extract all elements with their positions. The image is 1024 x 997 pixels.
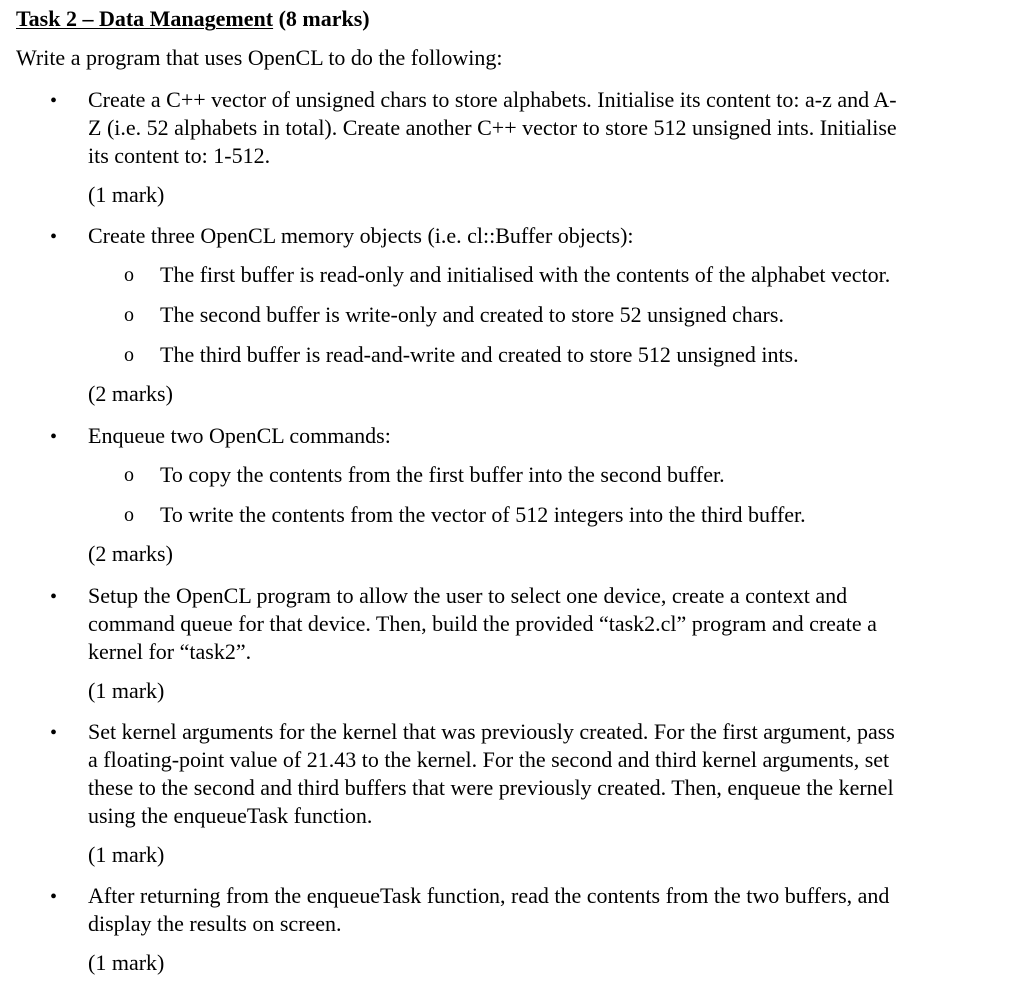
item-2-sub-3: The third buffer is read-and-write and created to store 512 unsigned ints.: [160, 342, 799, 367]
item-5-line-1: Set kernel arguments for the kernel that was previously created. For the first argument, pass: [88, 719, 895, 744]
task-title: Task 2 – Data Management: [16, 6, 274, 31]
sub-bullet-icon: o: [124, 464, 134, 486]
bullet-icon: •: [50, 586, 58, 608]
item-3-sub-1: To copy the contents from the first buffer into the second buffer.: [160, 462, 725, 487]
task-total-marks: (8 marks): [278, 6, 370, 31]
item-3-marks: (2 marks): [88, 541, 173, 566]
item-6-marks: (1 mark): [88, 950, 165, 975]
bullet-icon: •: [50, 226, 58, 248]
item-5-line-3: these to the second and third buffers that were previously created. Then, enqueue the kernel: [88, 775, 894, 800]
sub-bullet-icon: o: [124, 504, 134, 526]
item-1-line-3: its content to: 1-512.: [88, 143, 271, 168]
item-2-sub-1: The first buffer is read-only and initialised with the contents of the alphabet vector.: [160, 262, 891, 287]
item-4-marks: (1 mark): [88, 678, 165, 703]
item-4-line-3: kernel for “task2”.: [88, 639, 252, 664]
bullet-icon: •: [50, 722, 58, 744]
item-3-line-1: Enqueue two OpenCL commands:: [88, 423, 391, 448]
bullet-icon: •: [50, 426, 58, 448]
item-5-line-2: a floating-point value of 21.43 to the kernel. For the second and third kernel arguments, set: [88, 747, 890, 772]
item-6-line-1: After returning from the enqueueTask function, read the contents from the two buffers, and: [88, 883, 890, 908]
sub-bullet-icon: o: [124, 264, 134, 286]
sub-bullet-icon: o: [124, 344, 134, 366]
bullet-icon: •: [50, 886, 58, 908]
item-1-line-2: Z (i.e. 52 alphabets in total). Create another C++ vector to store 512 unsigned ints. Initialise: [88, 115, 897, 140]
item-3-sub-2: To write the contents from the vector of 512 integers into the third buffer.: [160, 502, 806, 527]
item-2-line-1: Create three OpenCL memory objects (i.e. cl::Buffer objects):: [88, 223, 634, 248]
item-5-line-4: using the enqueueTask function.: [88, 803, 373, 828]
sub-bullet-icon: o: [124, 304, 134, 326]
task-intro: Write a program that uses OpenCL to do the following:: [16, 45, 503, 70]
item-5-marks: (1 mark): [88, 842, 165, 867]
bullet-icon: •: [50, 90, 58, 112]
item-4-line-1: Setup the OpenCL program to allow the user to select one device, create a context and: [88, 583, 848, 608]
item-2-sub-2: The second buffer is write-only and created to store 52 unsigned chars.: [160, 302, 784, 327]
item-6-line-2: display the results on screen.: [88, 911, 342, 936]
item-2-marks: (2 marks): [88, 381, 173, 406]
item-1-line-1: Create a C++ vector of unsigned chars to store alphabets. Initialise its content to: a-z and A-: [88, 87, 897, 112]
item-1-marks: (1 mark): [88, 182, 165, 207]
item-4-line-2: command queue for that device. Then, build the provided “task2.cl” program and create a: [88, 611, 877, 636]
task-heading: [16, 4, 370, 34]
